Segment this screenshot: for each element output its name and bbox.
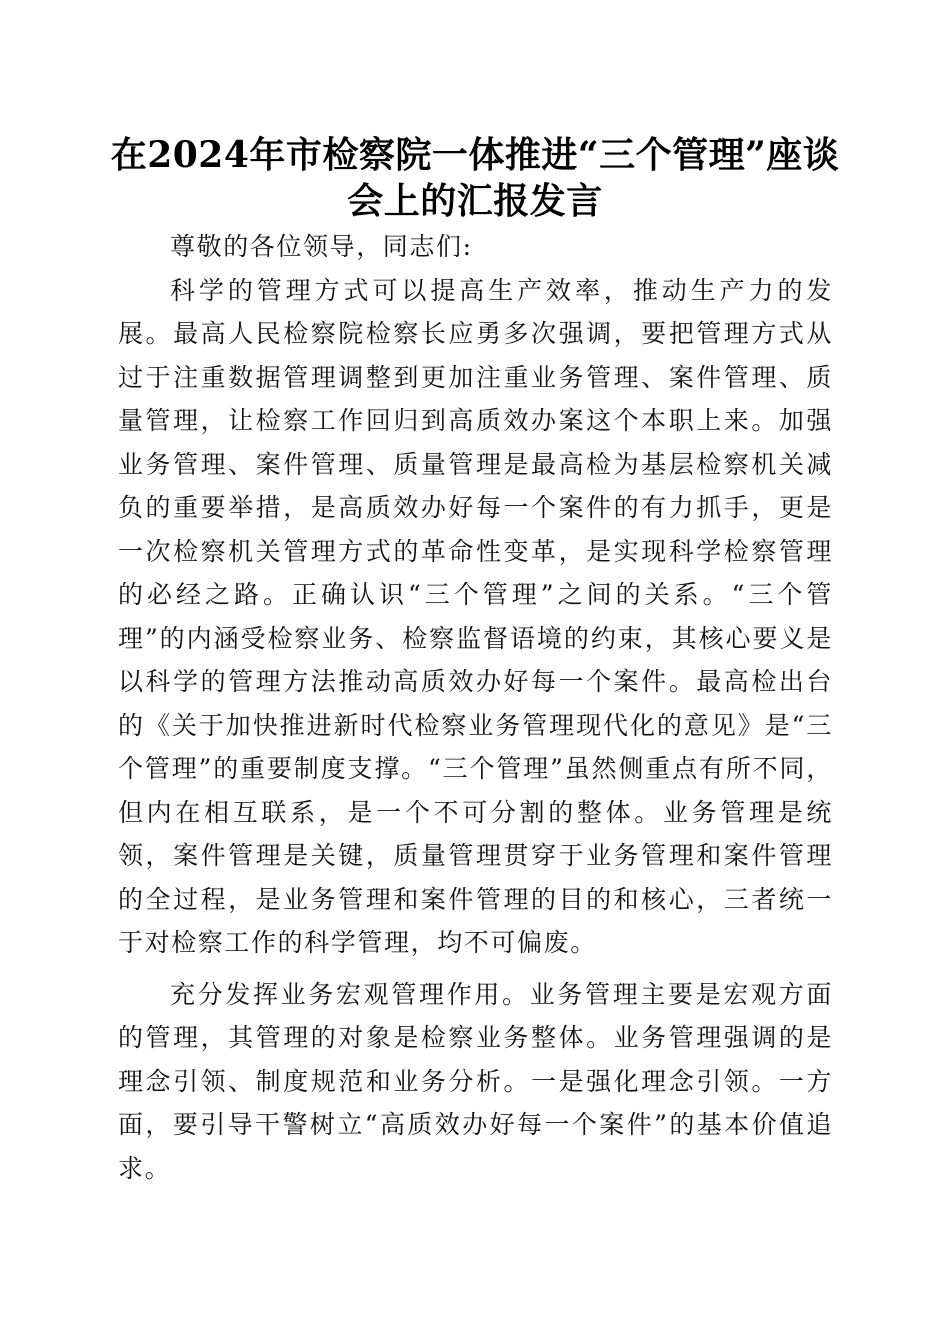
paragraph-1: 科学的管理方式可以提高生产效率，推动生产力的发展。最高人民检察院检察长应勇多次强调，要把管理方式从过于注重数据管理调整到更加注重业务管理、案件管理、质量管理，让检察工作回归到高质效办案这个本职上来。加强业务管理、案件管理、质量管理是最高检为基层检察机关减负的重要举措，是高质效办好每一个案件的有力抓手，更是一次检察机关管理方式的革命性变革，是实现科学检察管理的必经之路。正确认识“三个管理”之间的关系。“三个管理”的内涵受检察业务、检察监督语境的约束，其核心要义是以科学的管理方法推动高质效办好每一个案件。最高检出台的《关于加快推进新时代检察业务管理现代化的意见》是“三个管理”的重要制度支撑。“三个管理”虽然侧重点有所不同，但内在相互联系，是一个不可分割的整体。业务管理是统领，案件管理是关键，质量管理贯穿于业务管理和案件管理的全过程，是业务管理和案件管理的目的和核心，三者统一于对检察工作的科学管理，均不可偏废。 <box>118 275 833 957</box>
salutation: 尊敬的各位领导，同志们: <box>170 232 473 261</box>
paragraph-spacer <box>118 965 833 973</box>
document-body <box>118 225 833 1190</box>
document-title: 在2024年市检察院一体推进“三个管理”座谈会上的汇报发言 <box>110 134 840 222</box>
paragraph-2: 充分发挥业务宏观管理作用。业务管理主要是宏观方面的管理，其管理的对象是检察业务整体。业务管理强调的是理念引领、制度规范和业务分析。一是强化理念引领。一方面，要引导干警树立“高质效办好每一个案件”的基本价值追求。 <box>118 979 833 1183</box>
